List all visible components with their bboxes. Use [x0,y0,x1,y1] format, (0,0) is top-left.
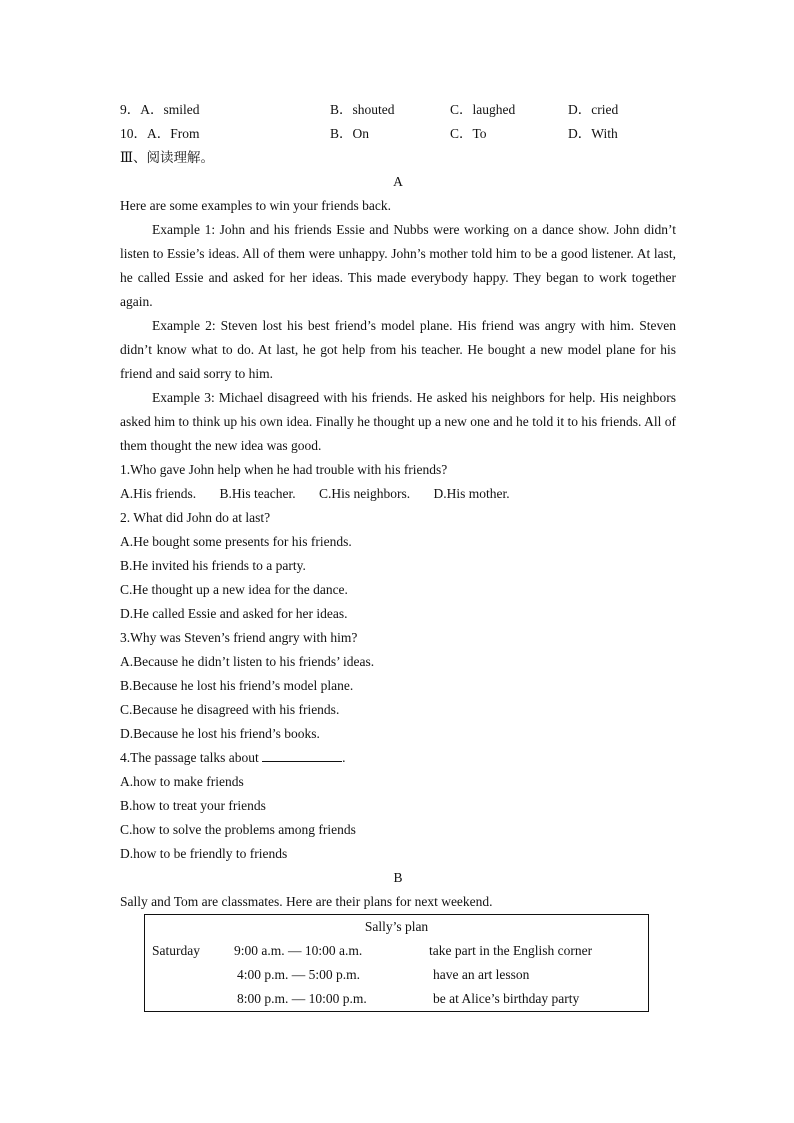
answer-blank [262,747,342,762]
question-1-options [120,482,676,506]
option-9b: B．shouted [330,102,395,117]
option-1a: A.His friends. [120,486,197,501]
option-3c: C.Because he disagreed with his friends. [120,702,340,717]
table-row [145,939,649,963]
question-3: 3.Why was Steven’s friend angry with him? [120,630,358,645]
option-4c: C.how to solve the problems among friends [120,822,356,837]
option-1d: D.His mother. [433,486,510,501]
option-9c: C．laughed [450,102,516,117]
passage-a-intro: Here are some examples to win your friends back. [120,198,392,213]
table-title-row [145,915,649,940]
table-row [145,987,649,1012]
passage-a-label: A [393,174,403,189]
option-10c: C．To [450,126,487,141]
day-cell: Saturday [152,943,200,958]
example-1: Example 1: John and his friends Essie and Nubbs were working on a dance show. John didn’t listen to Essie’s ideas. All of them were unhappy. John’s mother told him to be a good listener. At last, he called Essie and asked for her ideas. This made everybody happy. They began to work together again. [120,222,676,309]
option-4b: B.how to treat your friends [120,798,266,813]
option-10d: D．With [568,126,618,141]
question-4-end: . [342,750,346,765]
example-3: Example 3: Michael disagreed with his friends. He asked his neighbors for help. His neighbors asked him to think up his own idea. Finally he thought up a new one and he told it to his friends. All of them thought the new idea was good. [120,390,676,453]
option-2d: D.He called Essie and asked for her ideas. [120,606,348,621]
option-3a: A.Because he didn’t listen to his friends’ ideas. [120,654,375,669]
question-9-options [120,98,676,122]
option-1b: B.His teacher. [219,486,296,501]
option-10a: 10．A．From [120,126,200,141]
option-1c: C.His neighbors. [318,486,411,501]
question-4 [120,746,676,770]
passage-b-label: B [393,870,403,885]
option-4d: D.how to be friendly to friends [120,846,288,861]
sally-plan-table [144,914,649,1012]
plan-table-wrap [120,914,676,1014]
worksheet-page [120,98,676,1014]
option-3b: B.Because he lost his friend’s model plane. [120,678,354,693]
activity-cell: take part in the English corner [429,943,593,958]
option-2b: B.He invited his friends to a party. [120,558,306,573]
example-2: Example 2: Steven lost his best friend’s model plane. His friend was angry with him. Steven didn’t know what to do. At last, he got help from his teacher. He bought a new model plane for his friend and said sorry to him. [120,318,676,381]
question-2: 2. What did John do at last? [120,510,271,525]
option-10b: B．On [330,126,370,141]
question-4-text: 4.The passage talks about [120,750,259,765]
question-1: 1.Who gave John help when he had trouble with his friends? [120,462,448,477]
option-9d: D．cried [568,102,619,117]
question-10-options [120,122,676,146]
activity-cell: have an art lesson [433,967,530,982]
time-cell: 9:00 a.m. — 10:00 a.m. [234,943,363,958]
option-4a: A.how to make friends [120,774,244,789]
time-cell: 4:00 p.m. — 5:00 p.m. [237,967,361,982]
time-cell: 8:00 p.m. — 10:00 p.m. [237,991,367,1006]
option-9a: 9．A．smiled [120,102,200,117]
option-3d: D.Because he lost his friend’s books. [120,726,320,741]
section-title: Ⅲ、阅读理解。 [120,150,215,165]
option-2a: A.He bought some presents for his friends. [120,534,352,549]
activity-cell: be at Alice’s birthday party [433,991,580,1006]
table-title: Sally’s plan [364,919,429,934]
table-row [145,963,649,987]
option-2c: C.He thought up a new idea for the dance. [120,582,348,597]
passage-b-intro: Sally and Tom are classmates. Here are their plans for next weekend. [120,894,493,909]
